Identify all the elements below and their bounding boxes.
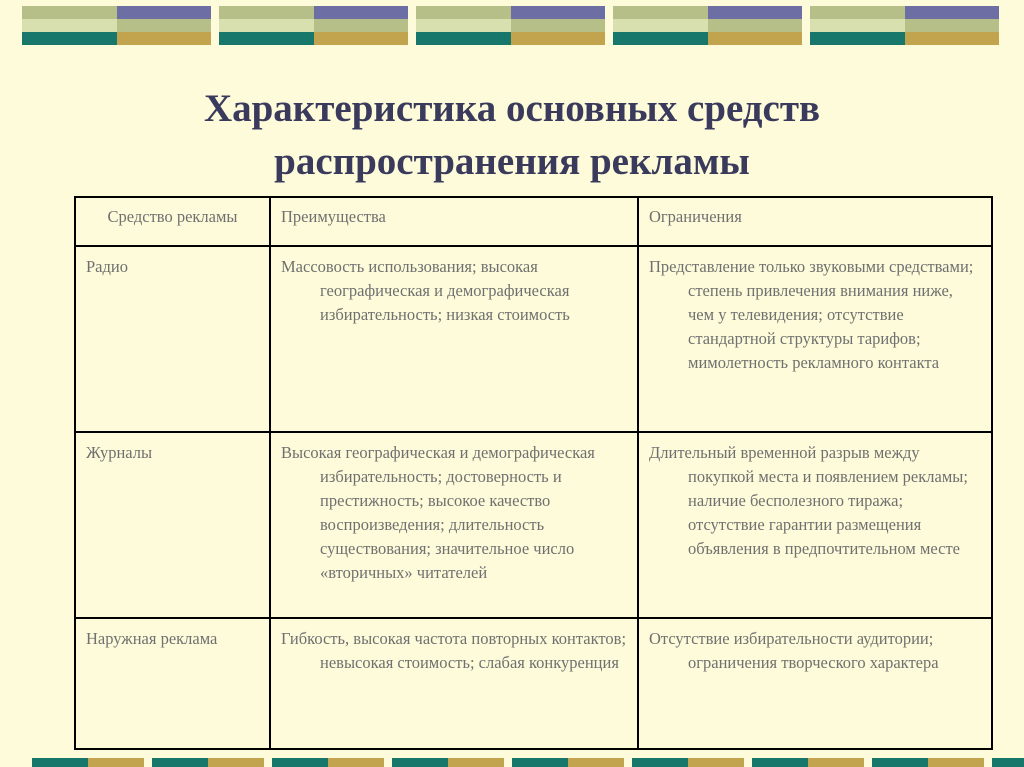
advertising-media-table: [74, 196, 993, 750]
slide-title-line-2: распространения рекламы: [274, 140, 750, 183]
decorative-tile: [512, 758, 624, 767]
cell-medium: [75, 618, 270, 749]
cell-medium-text: Радио: [86, 257, 128, 276]
decorative-tile: [810, 6, 999, 46]
table-row-magazines: [75, 432, 992, 618]
cell-medium: [75, 432, 270, 618]
header-medium-label: Средство рекламы: [107, 207, 238, 226]
cell-limitations-text: Длительный временной разрыв между покупкой места и появлением рекламы; наличие бесполезного тиража; отсутствие гарантии размещения объявления в предпочтительном месте: [649, 443, 968, 558]
cell-limitations: [638, 618, 992, 749]
decorative-tile: [752, 758, 864, 767]
cell-advantages: [270, 246, 638, 432]
header-advantages: [270, 197, 638, 246]
cell-limitations-text: Отсутствие избирательности аудитории; ограничения творческого характера: [649, 629, 939, 672]
cell-medium-text: Наружная реклама: [86, 629, 218, 648]
table-header-row: [75, 197, 992, 246]
cell-advantages-text: Массовость использования; высокая географическая и демографическая избирательность; низкая стоимость: [281, 257, 570, 324]
cell-limitations: [638, 432, 992, 618]
table-row-outdoor: [75, 618, 992, 749]
decorative-tile: [992, 758, 1024, 767]
header-advantages-label: Преимущества: [281, 207, 386, 226]
header-limitations: [638, 197, 992, 246]
decorative-tile: [219, 6, 408, 46]
decorative-tile: [152, 758, 264, 767]
header-limitations-label: Ограничения: [649, 207, 742, 226]
top-decorative-band: [22, 6, 1002, 46]
table-row-radio: [75, 246, 992, 432]
cell-medium: [75, 246, 270, 432]
decorative-tile: [32, 758, 144, 767]
cell-limitations: [638, 246, 992, 432]
decorative-tile: [272, 758, 384, 767]
cell-advantages-text: Гибкость, высокая частота повторных контактов; невысокая стоимость; слабая конкуренция: [281, 629, 627, 672]
cell-advantages-text: Высокая географическая и демографическая избирательность; достоверность и престижность; высокое качество воспроизведения; длительность существования; значительное число «вторичных» читателей: [281, 443, 595, 582]
decorative-tile: [872, 758, 984, 767]
header-medium: [75, 197, 270, 246]
cell-medium-text: Журналы: [86, 443, 153, 462]
bottom-decorative-band: [32, 758, 1024, 767]
decorative-tile: [392, 758, 504, 767]
decorative-tile: [416, 6, 605, 46]
cell-advantages: [270, 432, 638, 618]
slide-title-line-1: Характеристика основных средств: [203, 87, 821, 130]
decorative-tile: [22, 6, 211, 46]
cell-advantages: [270, 618, 638, 749]
slide-title: [0, 82, 1024, 188]
decorative-tile: [613, 6, 802, 46]
cell-limitations-text: Представление только звуковыми средствами; степень привлечения внимания ниже, чем у телевидения; отсутствие стандартной структуры тарифов; мимолетность рекламного контакта: [649, 257, 974, 372]
decorative-tile: [632, 758, 744, 767]
